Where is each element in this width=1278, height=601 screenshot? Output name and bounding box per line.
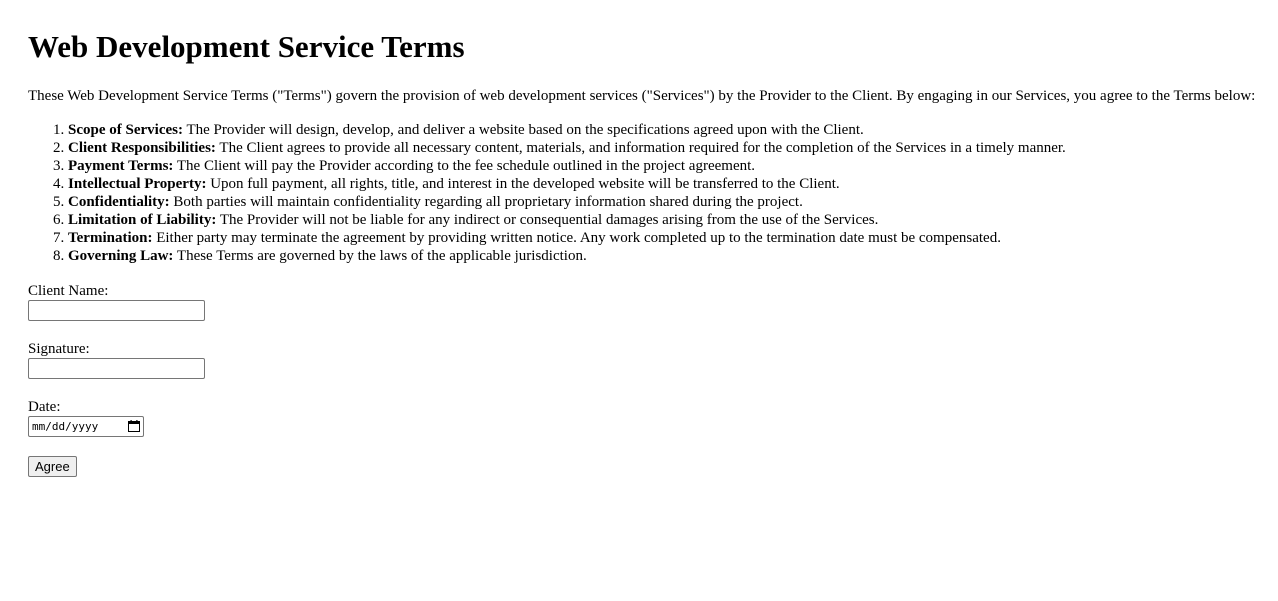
list-item: [68, 121, 1258, 139]
term-heading: Governing Law:: [68, 248, 174, 264]
date-placeholder: mm/dd/yyyy: [32, 420, 99, 433]
agree-button[interactable]: Agree: [28, 456, 77, 477]
list-item: [68, 175, 1258, 193]
term-text: The Client agrees to provide all necessary content, materials, and information required for the completion of the Services in a timely manner.: [215, 140, 1066, 156]
signature-label: Signature:: [28, 341, 90, 357]
term-text: Either party may terminate the agreement by providing written notice. Any work completed up to the termination date must be compensated.: [152, 230, 1001, 246]
date-input[interactable]: [28, 416, 144, 437]
calendar-icon[interactable]: [128, 420, 140, 432]
list-item: [68, 211, 1258, 229]
term-heading: Limitation of Liability:: [68, 212, 217, 228]
term-heading: Intellectual Property:: [68, 176, 207, 192]
date-label: Date:: [28, 399, 61, 415]
terms-list: [28, 121, 1258, 265]
signature-field-group: [28, 340, 1258, 379]
term-heading: Payment Terms:: [68, 158, 174, 174]
term-heading: Client Responsibilities:: [68, 140, 216, 156]
list-item: [68, 229, 1258, 247]
client-name-label: Client Name:: [28, 283, 109, 299]
list-item: [68, 247, 1258, 265]
term-text: The Provider will not be liable for any indirect or consequential damages arising from the use of the Services.: [216, 212, 879, 228]
term-text: The Provider will design, develop, and deliver a website based on the specifications agreed upon with the Client.: [182, 122, 864, 138]
list-item: [68, 193, 1258, 211]
date-field-group: [28, 398, 1258, 437]
intro-paragraph: These Web Development Service Terms ("Terms") govern the provision of web development services ("Services") by the Provider to the Client. By engaging in our Services, you agree to the Terms below:: [28, 88, 1256, 104]
term-heading: Scope of Services:: [68, 122, 183, 138]
term-text: Upon full payment, all rights, title, and interest in the developed website will be transferred to the Client.: [206, 176, 840, 192]
term-heading: Termination:: [68, 230, 153, 246]
term-text: The Client will pay the Provider according to the fee schedule outlined in the project agreement.: [173, 158, 756, 174]
client-name-input[interactable]: [28, 300, 205, 321]
list-item: [68, 139, 1258, 157]
signature-input[interactable]: [28, 358, 205, 379]
client-name-field-group: [28, 282, 1258, 321]
term-text: These Terms are governed by the laws of the applicable jurisdiction.: [173, 248, 587, 264]
term-text: Both parties will maintain confidentiality regarding all proprietary information shared during the project.: [169, 194, 803, 210]
list-item: [68, 157, 1258, 175]
page-title: Web Development Service Terms: [28, 29, 465, 64]
agreement-form: [28, 282, 1258, 477]
term-heading: Confidentiality:: [68, 194, 170, 210]
